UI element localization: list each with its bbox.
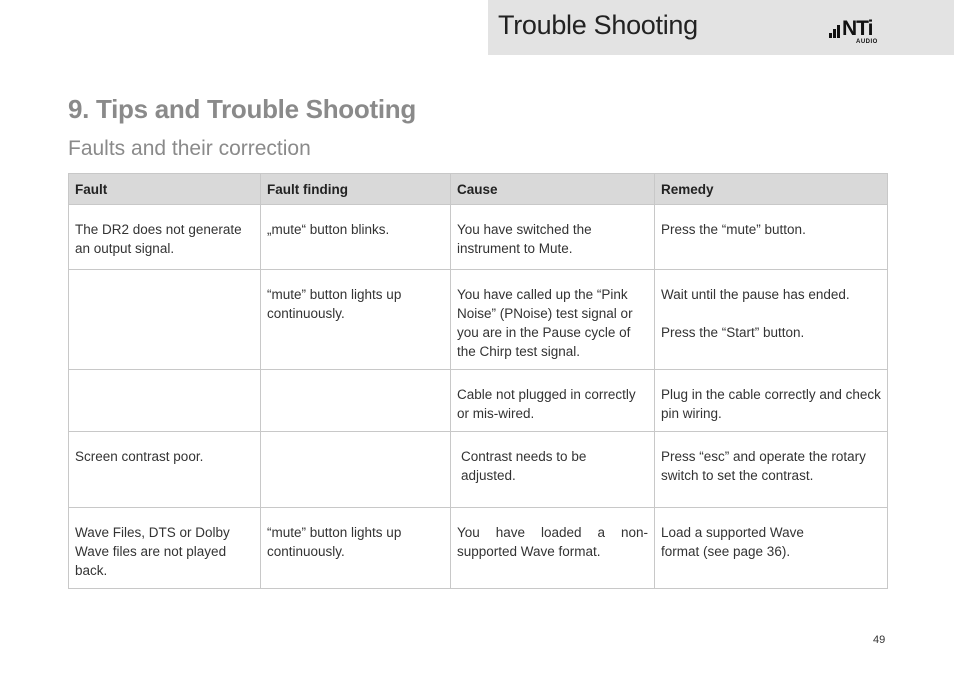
- table-row: [69, 270, 888, 370]
- nti-audio-logo: [829, 18, 889, 44]
- column-header-fault: Fault: [69, 174, 261, 205]
- fault-finding-cell: “mute” button lights up continuously.: [261, 270, 451, 370]
- remedy-text: Wait until the pause has ended.: [661, 287, 850, 302]
- fault-finding-cell: [261, 370, 451, 432]
- fault-cell: Wave Files, DTS or Dolby Wave files are not played back.: [69, 508, 261, 589]
- page-number: 49: [873, 634, 886, 646]
- remedy-cell: [655, 270, 888, 370]
- column-header-remedy: Remedy: [655, 174, 888, 205]
- fault-cell: [69, 370, 261, 432]
- table-row: [69, 370, 888, 432]
- cause-cell: You have called up the “Pink Noise” (PNoise) test signal or you are in the Pause cycle of the Chirp test signal.: [451, 270, 655, 370]
- remedy-cell: [655, 370, 888, 432]
- logo-text: NTi: [842, 17, 873, 40]
- fault-finding-cell: „mute“ button blinks.: [261, 205, 451, 270]
- table-row: [69, 432, 888, 508]
- fault-cell: [69, 270, 261, 370]
- table-row: [69, 508, 888, 589]
- remedy-text: Press the “Start” button.: [661, 325, 805, 340]
- remedy-cell: [655, 432, 888, 508]
- table-header-row: [69, 174, 888, 205]
- column-header-cause: Cause: [451, 174, 655, 205]
- cause-cell: Contrast needs to be adjusted.: [451, 432, 655, 508]
- remedy-cell: [655, 205, 888, 270]
- column-header-fault-finding: Fault finding: [261, 174, 451, 205]
- section-subtitle: Faults and their correction: [68, 137, 311, 160]
- section-title: 9. Tips and Trouble Shooting: [68, 94, 416, 124]
- fault-finding-cell: [261, 432, 451, 508]
- remedy-text: Press the “mute” button.: [661, 222, 806, 237]
- fault-cell: The DR2 does not generate an output signal.: [69, 205, 261, 270]
- faults-table: [68, 173, 888, 589]
- cause-cell: You have switched the instrument to Mute.: [451, 205, 655, 270]
- remedy-text: Press “esc” and operate the rotary switch to set the contrast.: [661, 449, 866, 483]
- logo-sub: AUDIO: [856, 39, 878, 45]
- header-title: Trouble Shooting: [498, 10, 698, 40]
- remedy-cell: [655, 508, 888, 589]
- remedy-text: Load a supported Wave format (see page 36).: [661, 525, 804, 559]
- cause-cell: You have loaded a non-supported Wave format.: [451, 508, 655, 589]
- remedy-text: Plug in the cable correctly and check pin wiring.: [661, 387, 881, 421]
- header-bar: [488, 0, 954, 55]
- fault-finding-cell: “mute” button lights up continuously.: [261, 508, 451, 589]
- fault-cell: Screen contrast poor.: [69, 432, 261, 508]
- cause-cell: Cable not plugged in correctly or mis-wired.: [451, 370, 655, 432]
- table-row: [69, 205, 888, 270]
